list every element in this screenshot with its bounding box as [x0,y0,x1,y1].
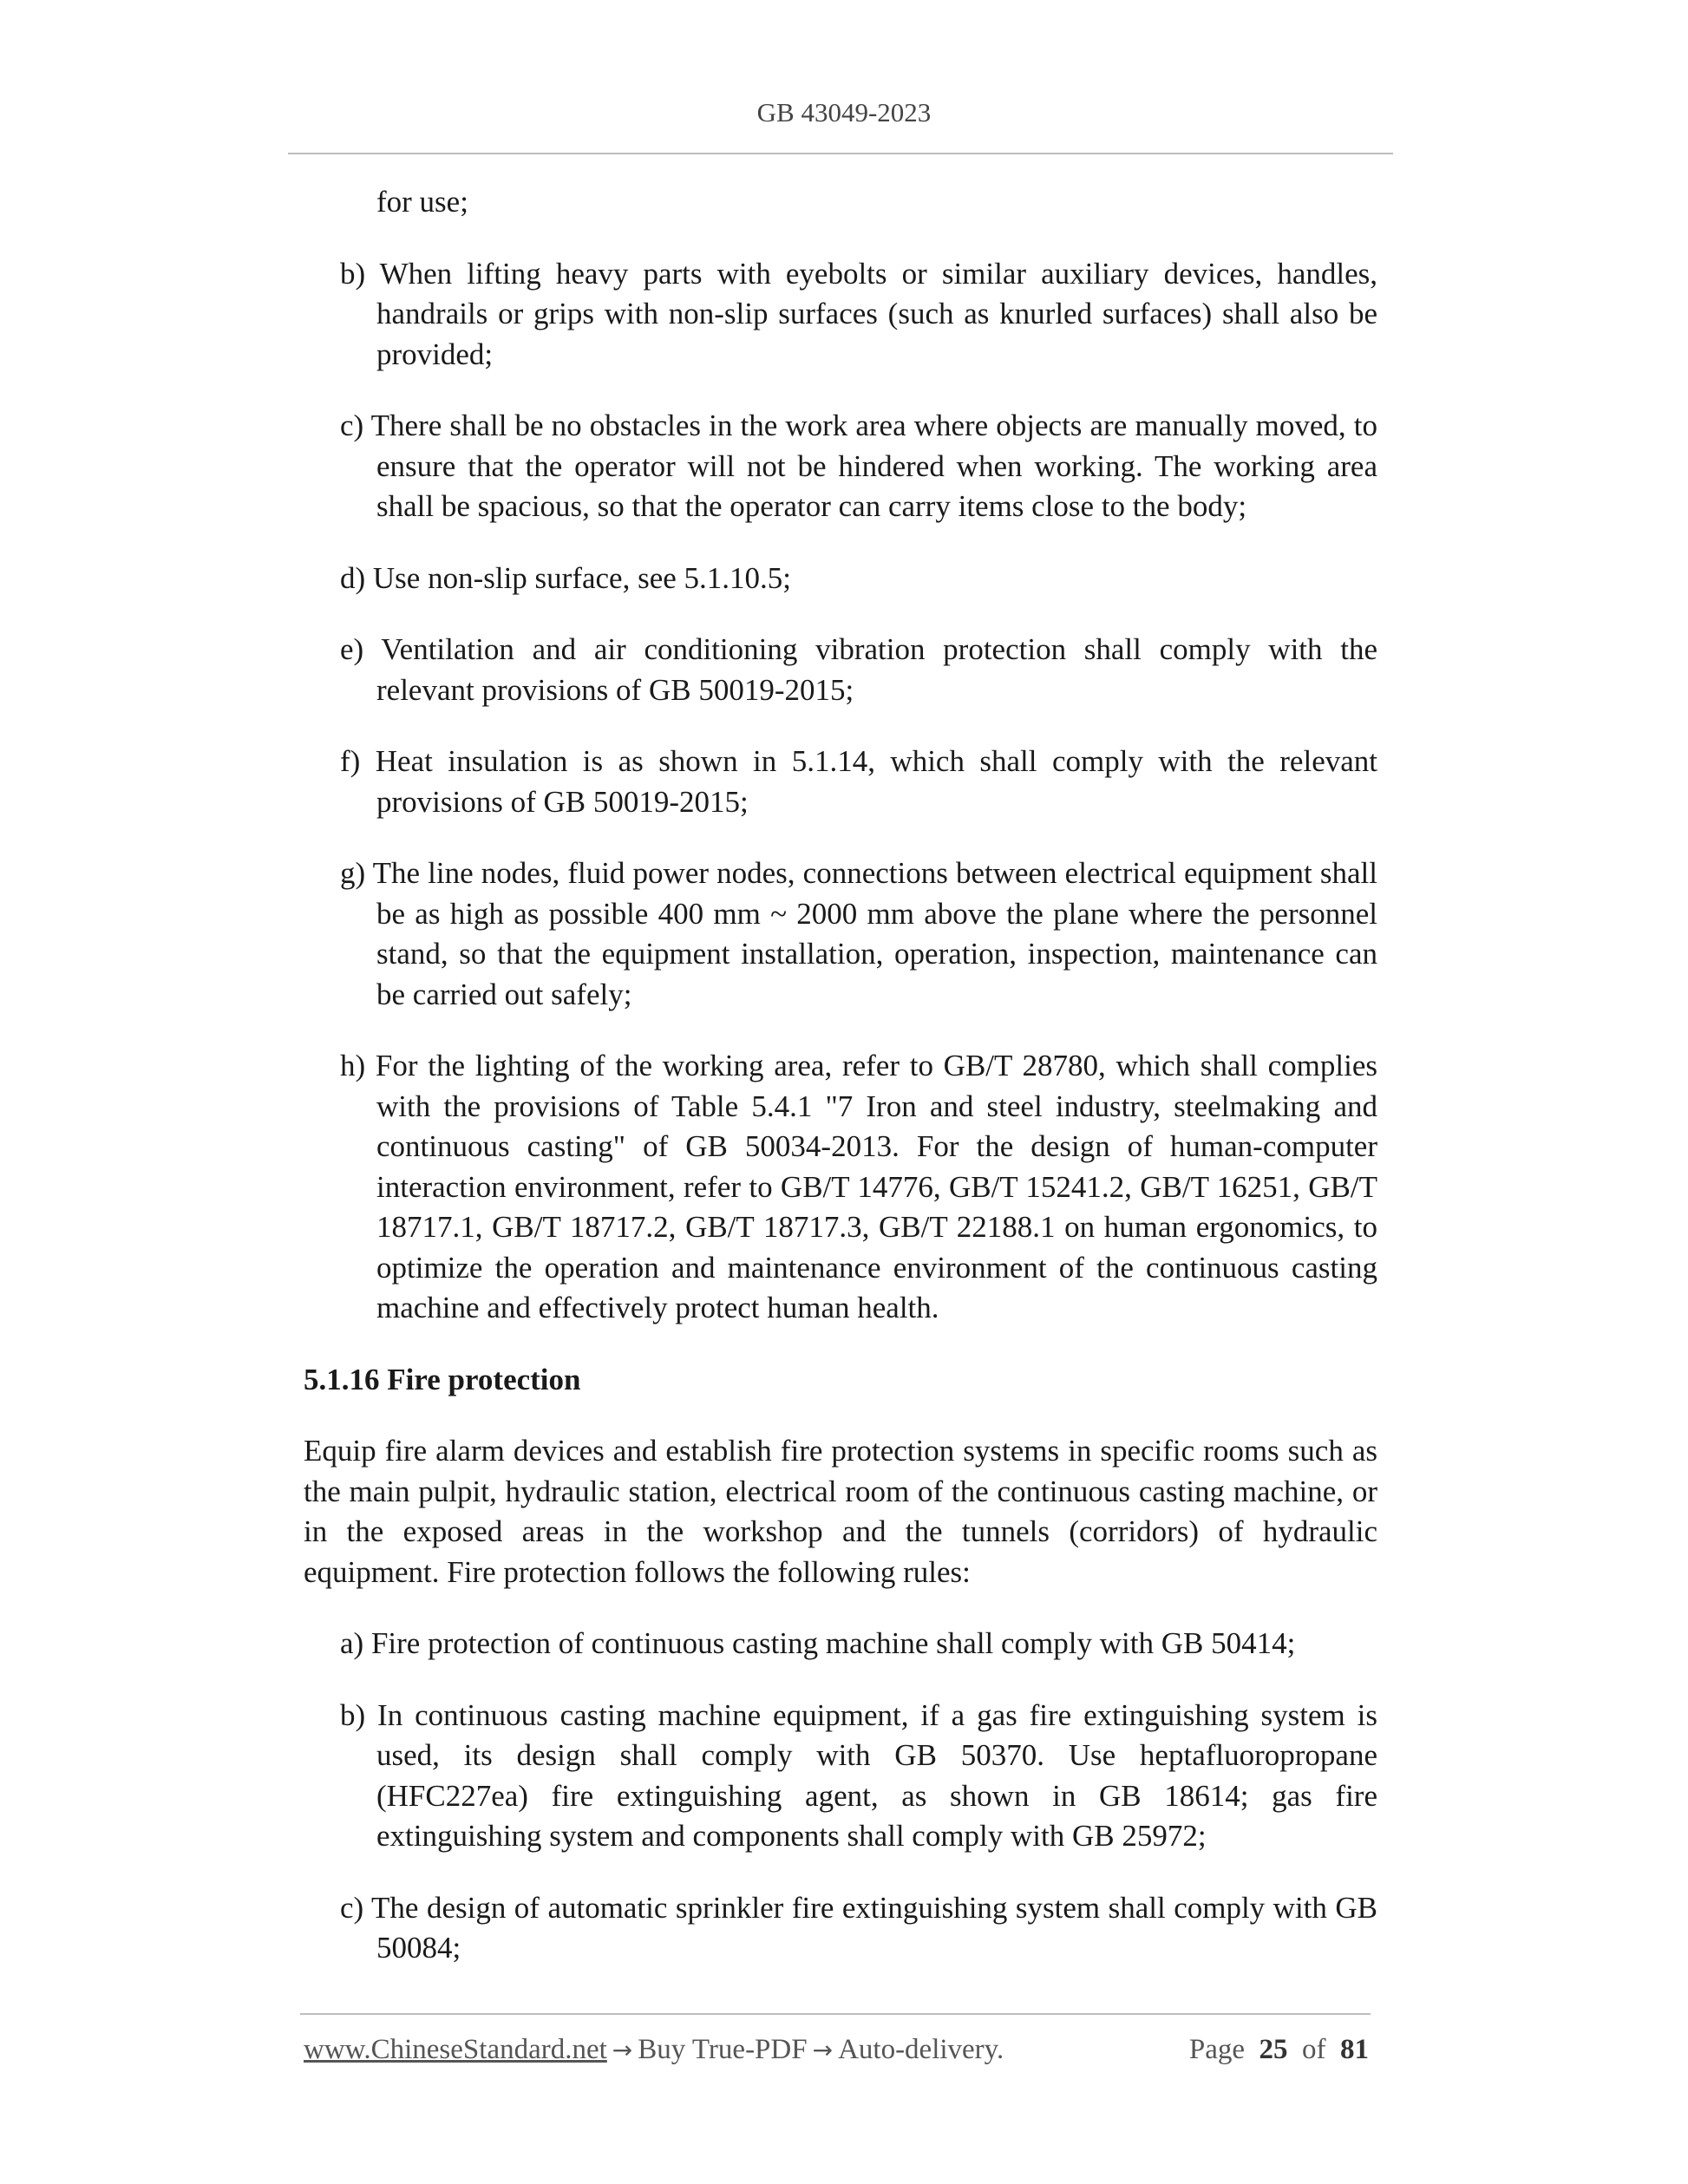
buy-text: Buy True-PDF [638,2034,808,2065]
list-item-d: d) Use non-slip surface, see 5.1.10.5; [340,560,792,595]
list-item-h: h) For the lighting of the working area, refer to GB/T 28780, which shall complies with the provisions of Table 5.4.1 "7 Iron and steel industry, steelmaking and continuous casting" of GB 50034-2013. For the design of human-computer interaction environment, refer to GB/T 14776, GB/T 15241.2, GB/T 16251, GB/T 18717.1, GB/T 18717.2, GB/T 18717.3, GB/T 22188.1 on human ergonomics, to optimize the operation and maintenance environment of the continuous casting machine and effectively protect human health. [340,1049,1377,1324]
arrow-right-icon: → [812,2036,834,2064]
page-header: GB 43049-2023 [756,97,932,128]
fire-list-item-c: c) The design of automatic sprinkler fire extinguishing system shall comply with GB 50084; [340,1890,1377,1965]
footer-divider [300,2013,1371,2015]
section-paragraph: Equip fire alarm devices and establish fire protection systems in specific rooms such as the main pulpit, hydraulic station, electrical room of the continuous casting machine, or in the exposed areas in the workshop and the tunnels (corridors) of hydraulic equipment. Fire protection follows the following rules: [304,1434,1377,1589]
fire-list-item-b: b) In continuous casting machine equipment, if a gas fire extinguishing system is used, its design shall comply with GB 50370. Use heptafluoropropane (HFC227ea) fire extinguishing agent, as shown in GB 18614; gas fire extinguishing system and components shall comply with GB 25972; [340,1697,1377,1853]
list-item-e: e) Ventilation and air conditioning vibration protection shall comply with the relevant provisions of GB 50019-2015; [340,632,1377,707]
page-indicator [1189,2034,1369,2066]
total-pages: 81 [1340,2034,1369,2065]
list-item-c: c) There shall be no obstacles in the work area where objects are manually moved, to ensure that the operator will not be hindered when working. The working area shall be spacious, so that the operator can carry items close to the body; [340,409,1377,523]
page-label: Page [1188,2034,1245,2065]
list-item-g: g) The line nodes, fluid power nodes, connections between electrical equipment shall be as high as possible 400 mm ~ 2000 mm above the plane where the personnel stand, so that the equipment installation, operation, inspection, maintenance can be carried out safely; [340,856,1377,1011]
header-divider [288,153,1393,154]
fire-list-item-a: a) Fire protection of continuous casting machine shall comply with GB 50414; [340,1626,1296,1660]
site-link[interactable]: www.ChineseStandard.net [304,2034,607,2065]
page-number: 25 [1259,2034,1288,2065]
continuation-text: for use; [376,185,468,219]
list-item-b: b) When lifting heavy parts with eyebolts or similar auxiliary devices, handles, handrails or grips with non-slip surfaces (such as knurled surfaces) shall also be provided; [340,256,1377,371]
footer-promo [304,2034,1004,2066]
document-body [304,182,1377,2000]
arrow-right-icon: → [612,2036,633,2064]
list-item-f: f) Heat insulation is as shown in 5.1.14, which shall comply with the relevant provisions of GB 50019-2015; [340,744,1377,819]
of-label: of [1302,2034,1326,2065]
section-heading: 5.1.16 Fire protection [304,1362,581,1396]
delivery-text: Auto-delivery. [838,2034,1004,2065]
